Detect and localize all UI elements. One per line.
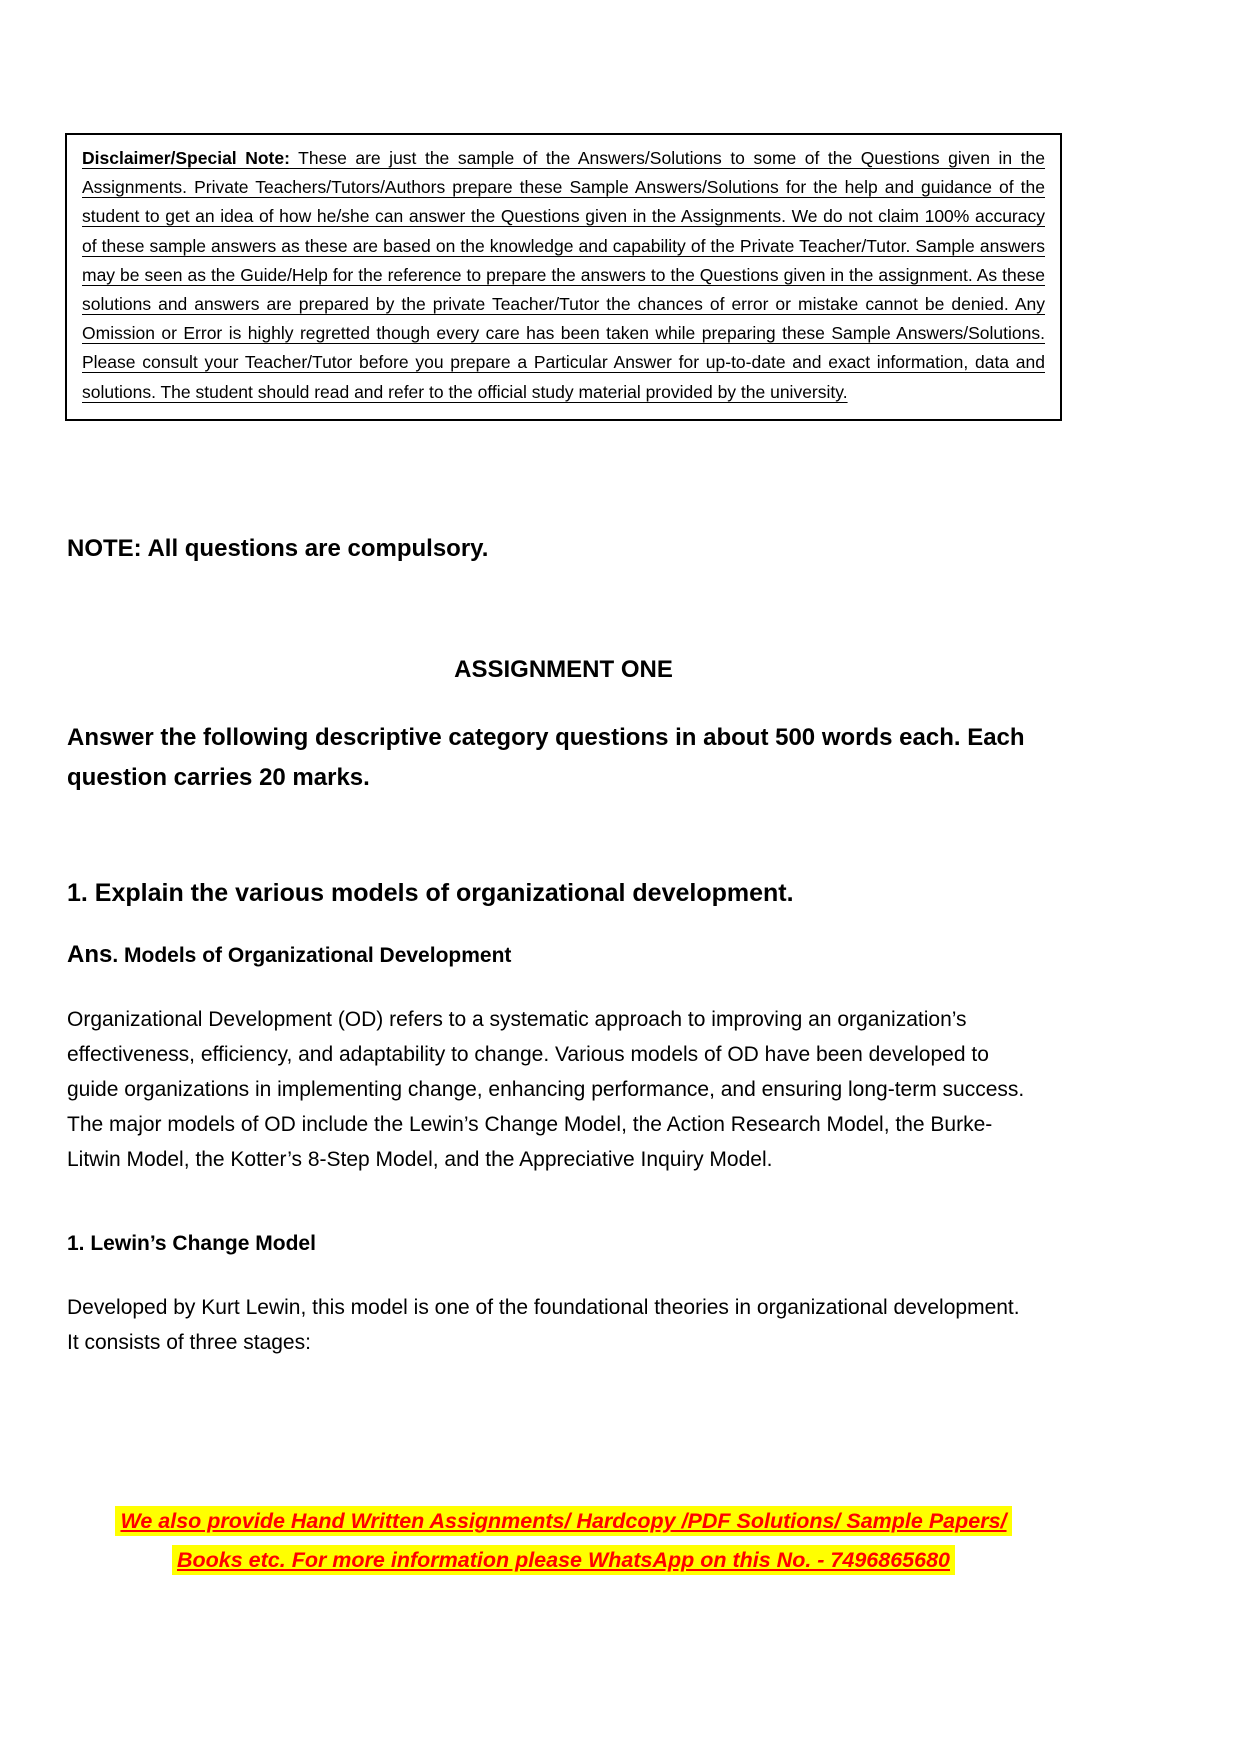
paragraph-lewin-intro: Developed by Kurt Lewin, this model is one of the foundational theories in organizational development. It consists of three stages: [67,1296,1020,1354]
disclaimer-body: These are just the sample of the Answers/Solutions to some of the Questions given in the Assignments. Private Teachers/Tutors/Authors prepare these Sample Answers/Solutions for the help and guidance of the student to get an idea of how he/she can answer the Questions given in the Assignments. We do not claim 100% accuracy of these sample answers as these are based on the knowledge and capability of the Private Teacher/Tutor. Sample answers may be seen as the Guide/Help for the reference to prepare the answers to the Questions given in the assignment. As these solutions and answers are prepared by the private Teacher/Tutor the chances of error or mistake cannot be denied. Any Omission or Error is highly regretted though every care has been taken while preparing these Sample Answers/Solutions. Please consult your Teacher/Tutor before you prepare a Particular Answer for up-to-date and exact information, data and solutions. The student should read and refer to the official study material provided by the university. [82,148,1046,402]
footer-line-1: We also provide Hand Written Assignments/ Hardcopy /PDF Solutions/ Sample Papers/ [115,1506,1011,1536]
footer-line-2: Books etc. For more information please WhatsApp on this No. - 7496865680 [172,1545,955,1575]
disclaimer-box [65,133,1062,421]
footer-line-1-wrap [67,1503,1060,1542]
disclaimer-text [82,144,1045,407]
footer-line-2-wrap [67,1542,1060,1581]
assignment-title: ASSIGNMENT ONE [454,656,673,683]
answer-prefix: Ans [67,941,113,968]
answer-title: . Models of Organizational Development [112,944,512,967]
instructions-text: Answer the following descriptive category questions in about 500 words each. Each question carries 20 marks. [67,724,1025,791]
subheading-lewin-model: 1. Lewin’s Change Model [67,1232,316,1255]
footer-banner [67,1503,1060,1581]
note-heading: NOTE: All questions are compulsory. [67,535,489,562]
question-1-heading: 1. Explain the various models of organizational development. [67,879,794,907]
answer-heading [67,941,1057,969]
paragraph-od-overview: Organizational Development (OD) refers to a systematic approach to improving an organization’s effectiveness, efficiency, and adaptability to change. Various models of OD have been developed to guide organizations in implementing change, enhancing performance, and ensuring long-term success. The major models of OD include the Lewin’s Change Model, the Action Research Model, the Burke-Litwin Model, the Kotter’s 8-Step Model, and the Appreciative Inquiry Model. [67,1008,1025,1171]
disclaimer-label: Disclaimer/Special Note: [82,148,290,168]
